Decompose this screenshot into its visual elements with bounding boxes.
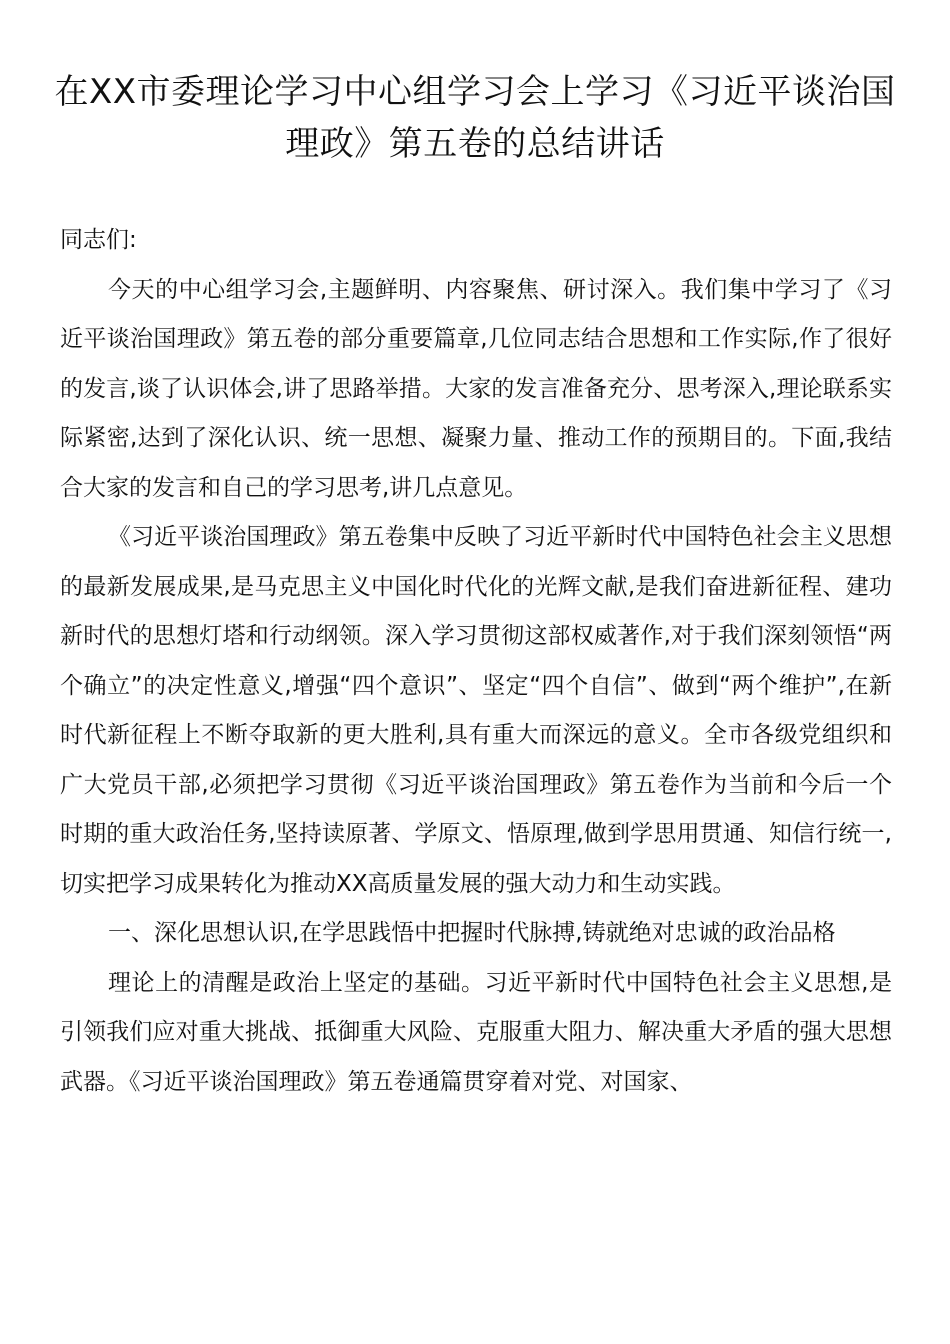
- section-heading: 一、深化思想认识,在学思践悟中把握时代脉搏,铸就绝对忠诚的政治品格: [108, 920, 836, 946]
- document-body: [60, 216, 892, 1107]
- document-title: 在XX市委理论学习中心组学习会上学习《习近平谈治国理政》第五卷的总结讲话: [54, 72, 896, 164]
- section-paragraph: 理论上的清醒是政治上坚定的基础。习近平新时代中国特色社会主义思想,是引领我们应对重大挑战、抵御重大风险、克服重大阻力、解决重大矛盾的强大思想武器。《习近平谈治国理政》第五卷通篇贯穿着对党、对国家、: [60, 969, 892, 1095]
- salutation: 同志们:: [60, 227, 137, 253]
- paragraph-opening: 今天的中心组学习会,主题鲜明、内容聚焦、研讨深入。我们集中学习了《习近平谈治国理政》第五卷的部分重要篇章,几位同志结合思想和工作实际,作了很好的发言,谈了认识体会,讲了思路举措。大家的发言准备充分、思考深入,理论联系实际紧密,达到了深化认识、统一思想、凝聚力量、推动工作的预期目的。下面,我结合大家的发言和自己的学习思考,讲几点意见。: [60, 276, 892, 501]
- paragraph-significance: 《习近平谈治国理政》第五卷集中反映了习近平新时代中国特色社会主义思想的最新发展成果,是马克思主义中国化时代化的光辉文献,是我们奋进新征程、建功新时代的思想灯塔和行动纲领。深入学习贯彻这部权威著作,对于我们深刻领悟“两个确立”的决定性意义,增强“四个意识”、坚定“四个自信”、做到“两个维护”,在新时代新征程上不断夺取新的更大胜利,具有重大而深远的意义。全市各级党组织和广大党员干部,必须把学习贯彻《习近平谈治国理政》第五卷作为当前和今后一个时期的重大政治任务,坚持读原著、学原文、悟原理,做到学思用贯通、知信行统一,切实把学习成果转化为推动XX高质量发展的强大动力和生动实践。: [60, 524, 892, 897]
